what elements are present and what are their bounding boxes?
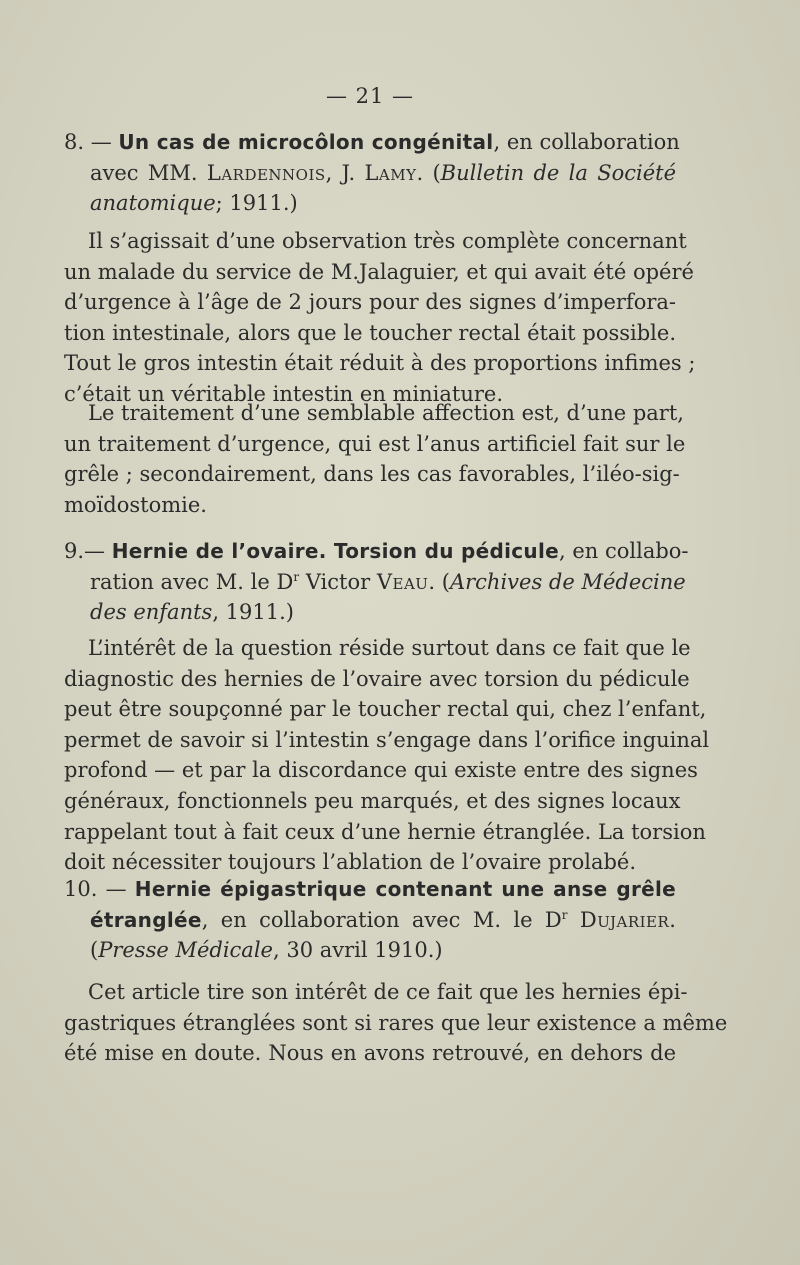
heading-line: 10. — Hernie épigastrique contenant une anse grêle <box>64 877 676 901</box>
text-line: permet de savoir si l’intestin s’engage dans l’orifice inguinal <box>64 727 710 752</box>
heading-line: ration avec M. le $D^r$ Victor Veau. (Archives de Médecine <box>90 569 686 594</box>
section-8-paragraph-2 <box>64 398 686 520</box>
text-line: d’urgence à l’âge de 2 jours pour des signes d’imperfora- <box>64 290 676 315</box>
text-line: Le traitement d’une semblable affection est, d’une part, <box>88 401 684 425</box>
text-line: Il s’agissait d’une observation très complète concernant <box>88 229 687 253</box>
section-8-heading <box>64 127 680 219</box>
text-line: peut être soupçonné par le toucher rectal qui, chez l’enfant, <box>64 697 707 722</box>
text-line: tion intestinale, alors que le toucher rectal était possible. <box>64 320 676 345</box>
section-9-heading <box>64 536 689 628</box>
heading-line: (Presse Médicale, 30 avril 1910.) <box>90 938 443 963</box>
text-line: un malade du service de M.Jalaguier, et qui avait été opéré <box>64 259 694 284</box>
page-number: — 21 — <box>325 84 415 108</box>
text-line: doit nécessiter toujours l’ablation de l’ovaire prolabé. <box>64 850 637 875</box>
section-8-paragraph-1 <box>64 226 696 410</box>
heading-line: étranglée, en collaboration avec M. le $D^r$ Dujarier. <box>90 907 676 932</box>
text-line: diagnostic des hernies de l’ovaire avec torsion du pédicule <box>64 666 690 691</box>
heading-line: des enfants, 1911.) <box>90 600 294 625</box>
text-line: gastriques étranglées sont si rares que leur existence a même <box>64 1010 728 1035</box>
text-line: L’intérêt de la question réside surtout dans ce fait que le <box>88 636 691 660</box>
text-line: grêle ; secondairement, dans les cas favorables, l’iléo-sig- <box>64 462 680 487</box>
text-line: généraux, fonctionnels peu marqués, et des signes locaux <box>64 788 681 813</box>
section-10-heading <box>64 874 676 966</box>
section-10-paragraph-1 <box>64 977 728 1069</box>
section-9-paragraph-1 <box>64 633 710 878</box>
heading-line: avec MM. Lardennois, J. Lamy. (Bulletin de la Société <box>90 160 677 185</box>
text-line: été mise en doute. Nous en avons retrouvé, en dehors de <box>64 1041 676 1066</box>
heading-line: 8. — Un cas de microcôlon congénital, en collaboration <box>64 130 680 154</box>
text-line: profond — et par la discordance qui existe entre des signes <box>64 758 698 783</box>
text-line: un traitement d’urgence, qui est l’anus artificiel fait sur le <box>64 431 686 456</box>
text-line: Tout le gros intestin était réduit à des proportions infimes ; <box>64 351 696 376</box>
heading-line: 9.— Hernie de l’ovaire. Torsion du pédicule, en collabo- <box>64 539 689 563</box>
text-line: rappelant tout à fait ceux d’une hernie étranglée. La torsion <box>64 819 706 844</box>
heading-line: anatomique; 1911.) <box>90 191 298 216</box>
text-line: c’était un véritable intestin en miniature. <box>64 381 504 406</box>
text-line: Cet article tire son intérêt de ce fait que les hernies épi- <box>88 980 688 1004</box>
text-line: moïdostomie. <box>64 492 207 517</box>
